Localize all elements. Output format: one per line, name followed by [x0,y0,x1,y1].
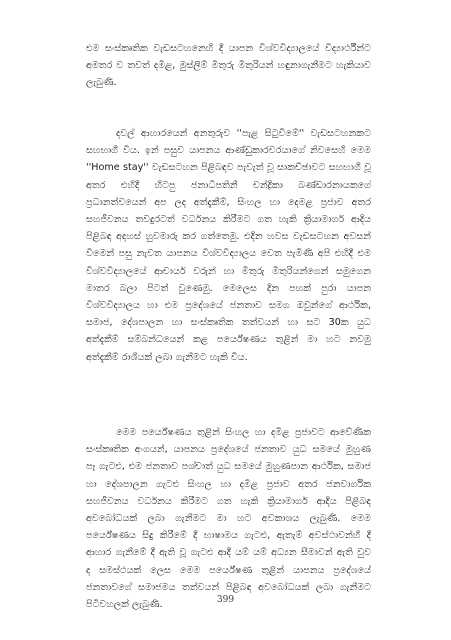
text-line: අත්දැකීම් සම්බන්ධයෙන් කළ පර්යේෂණය තුළින් මා හට නවමු [86,334,371,346]
text-line: ජනතාවගේ සමාජමය තත්වයන් පිළිබඳ අවබෝධයක් ලබා ගැනීමට [86,581,371,593]
paragraph-2 [86,125,371,366]
text-line: ''Home stay'' වැඩසටහන පිළිබඳව පැවැත් වූ සාකච්ඡාවට සහභාගී වූ [86,162,371,174]
text-line: සහභාගී විය. ඉන් පසුව යාපනය ආණ්ඩුකාරවරයාගේ නිවසෙහි මෙම [86,145,371,157]
text-line: පර්යේෂණය සිදු කිරීමේ දී භාෂාමය ගැටළු, ඇතැම් අවස්ථාවන්හි දී [86,530,371,542]
text-line: සමාජ, දේශපාලන හා සංස්කෘතික තත්වයන් හා සට 30ක යුධ [86,317,371,329]
text-line: විශ්වවිද්‍යාලයේ ආචාර්ය වරුන් හා මිතුරු මිතුරියන්ගෙන් සමුගෙන [86,265,371,277]
text-line: විශ්වවිද්‍යාලය හා එම ප්‍රදේශයේ ජනතාව සමග ඔවුන්ගේ ආර්ථික, [86,300,371,312]
text-line: සහජීවනය තවදුරටත් වර්ධනය කිරීමට ගත හැකි ක්‍රියාමාර්ග ආදිය [86,214,371,226]
text-line: ප්‍රධානත්වයෙන් අප ලද අත්දැකීම්, සිංහල හා දෙමළ ප්‍රජාව අතර [86,196,371,208]
text-line: ලැබුණි. [86,77,117,89]
text-line: දවල් ආහාරයෙන් අනතුරුව ''පැළ සිටුවීමේ'' වැඩසටහනකට [116,128,371,139]
paragraph-3 [86,424,371,613]
text-line: හා දේශපාලන ගැටළු සිංහල හා දමිළ ප්‍රජාව අතර ජනවාර්ගික [86,478,371,490]
text-line: අමතර ව තවත් දමිළ, මුස්ලිම් මිතුරු මිතුරියන් හඳුනාගැනීමට හැකියාව [86,60,371,72]
text-line: සහජීවනය වර්ධනය කිරීමට ගත හැකි ක්‍රියාමාර්ග ආදිය පිළිබඳ [86,495,371,507]
text-line: අත්දැකීම් රාශියක් ලබා ගැනීමට හැකි විය. [86,351,248,363]
text-line: පෑ ගැටළු, එම ජනතාව පශ්චාත් යුධ සමයේ මුහුණපාන ආර්ථික, සමාජ [86,461,371,473]
text-line: මාතර බලා පිටත් වුණෙමු. මෙලෙස දින පහක් පුරා යාපන [86,282,371,294]
page-number: 399 [216,595,235,605]
text-line: එම සංස්කෘතික වැඩසටහනෙහි දී යාපන විශ්වවිද්‍යාලයේ විද්‍යාර්ථීන්ට [86,43,371,54]
text-line: අතර එහිදී හිටපු ජනාධිපතිනී චන්ද්‍රිකා බණ්ඩාරනායකගේ [86,179,371,191]
text-line: ආහාර ගැනීමේ දී ඇති වූ ගැටළු ආදී යම් යම් අධ්‍යන සීමාවන් ඇති වුව [86,547,371,559]
text-line: පිටිවහලක් ලැබුණි. [86,599,163,611]
text-line: වීමෙන් පසු නැවත යාපනය විශ්වවිද්‍යාලය වෙත පැමිණි අපි එහිදී එම [86,248,371,260]
text-line: අවබෝධයක් ලබා ගැනීමට මා හට අවකාශය ලැබුණි. මෙම [86,513,371,525]
text-line: සංස්කෘතික අංගයන්, යාපනය ප්‍රදේශයේ ජනතාව යුධ සමයේ මුහුණ [86,444,371,456]
paragraph-1 [86,40,371,92]
text-line: මෙම පර්යේෂණය තුළින් සිංහල හා දමිළ ප්‍රජාවට ආවේණික [116,427,371,438]
text-line: පිළිබඳ අදහස් හුවමාරු කර ගත්තෙමු. එදින හවස වැඩසටහන අවසන් [86,231,371,243]
text-line: ද සමස්ථයක් ලෙස මෙම පර්යේෂණ තුළින් යාපනය ප්‍රදේශයේ [86,564,371,576]
